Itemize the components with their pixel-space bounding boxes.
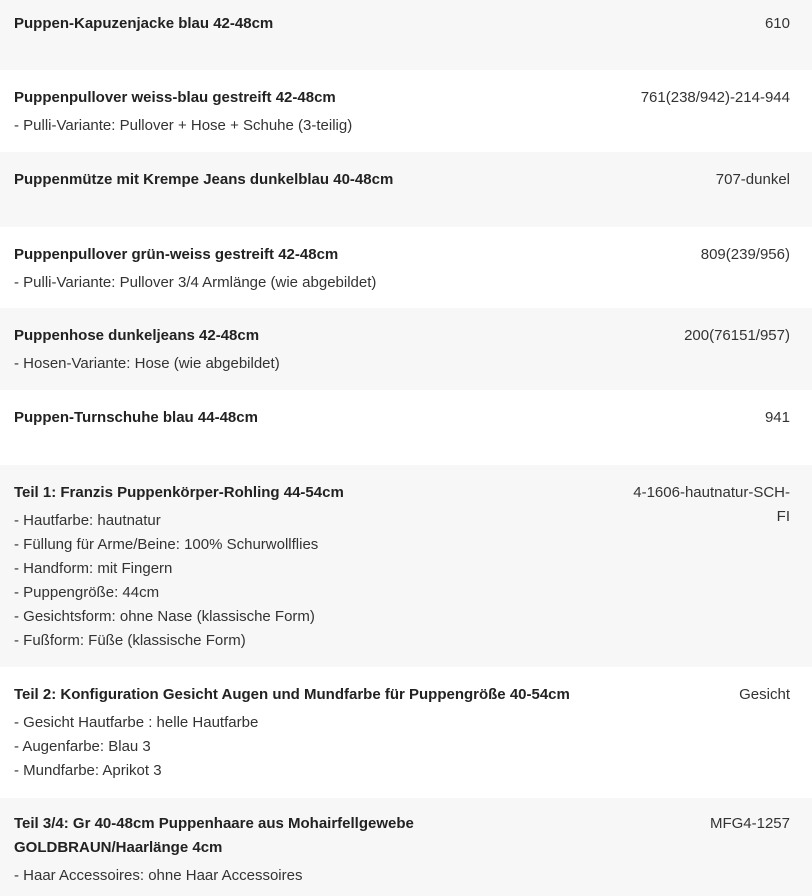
item-title: Puppenpullover weiss-blau gestreift 42-48cm (14, 89, 336, 106)
item-options (14, 711, 727, 783)
item-title: Puppen-Turnschuhe blau 44-48cm (14, 409, 258, 426)
list-item (0, 152, 812, 227)
item-info (14, 481, 608, 653)
item-info (14, 86, 629, 138)
item-info (14, 243, 689, 295)
item-options (14, 864, 584, 888)
item-title: Teil 3/4: Gr 40-48cm Puppenhaare aus Mohairfellgewebe GOLDBRAUN/Haarlänge 4cm (14, 815, 414, 856)
item-option: - Gesicht Hautfarbe : helle Hautfarbe (14, 714, 259, 731)
item-option: - Füllung für Arme/Beine: 100% Schurwollflies (14, 536, 319, 553)
item-title: Teil 2: Konfiguration Gesicht Augen und Mundfarbe für Puppengröße 40-54cm (14, 686, 570, 703)
item-sku: 200(76151/957) (684, 327, 790, 344)
item-options (14, 509, 608, 653)
list-item (0, 667, 812, 798)
item-title: Puppenmütze mit Krempe Jeans dunkelblau 40-48cm (14, 171, 394, 188)
item-info (14, 812, 584, 888)
item-info (14, 168, 704, 192)
item-option: - Mundfarbe: Aprikot 3 (14, 762, 162, 779)
item-info (14, 12, 753, 36)
item-sku: MFG4-1257 (709, 815, 790, 832)
item-sku: 809(239/956) (700, 246, 790, 263)
list-item (0, 390, 812, 465)
item-option: - Hautfarbe: hautnatur (14, 512, 161, 529)
item-option: - Gesichtsform: ohne Nase (klassische Form) (14, 608, 315, 625)
list-item (0, 308, 812, 390)
item-sku: 707-dunkel (715, 171, 790, 188)
list-item (0, 70, 812, 152)
item-sku: 4-1606-hautnatur-SCH-FI (633, 484, 790, 525)
item-title: Puppen-Kapuzenjacke blau 42-48cm (14, 15, 274, 32)
item-options (14, 114, 629, 138)
item-title: Teil 1: Franzis Puppenkörper-Rohling 44-54cm (14, 484, 344, 501)
item-title: Puppenpullover grün-weiss gestreift 42-48cm (14, 246, 339, 263)
item-options (14, 352, 672, 376)
item-options (14, 271, 689, 295)
item-sku: 761(238/942)-214-944 (640, 89, 790, 106)
item-option: - Pulli-Variante: Pullover + Hose + Schuhe (3-teilig) (14, 117, 353, 134)
item-info (14, 683, 727, 783)
item-option: - Fußform: Füße (klassische Form) (14, 632, 246, 649)
item-option: - Augenfarbe: Blau 3 (14, 738, 151, 755)
list-item (0, 0, 812, 70)
item-option: - Handform: mit Fingern (14, 560, 173, 577)
item-sku: 610 (764, 15, 790, 32)
item-title: Puppenhose dunkeljeans 42-48cm (14, 327, 260, 344)
item-info (14, 406, 753, 430)
item-sku: Gesicht (739, 686, 790, 703)
item-option: - Puppengröße: 44cm (14, 584, 160, 601)
item-option: - Haar Accessoires: ohne Haar Accessoires (14, 867, 303, 884)
list-item (0, 798, 812, 896)
list-item (0, 227, 812, 308)
item-info (14, 324, 672, 376)
item-option: - Pulli-Variante: Pullover 3/4 Armlänge (wie abgebildet) (14, 274, 377, 291)
item-sku: 941 (764, 409, 790, 426)
list-item (0, 465, 812, 667)
item-option: - Hosen-Variante: Hose (wie abgebildet) (14, 355, 280, 372)
